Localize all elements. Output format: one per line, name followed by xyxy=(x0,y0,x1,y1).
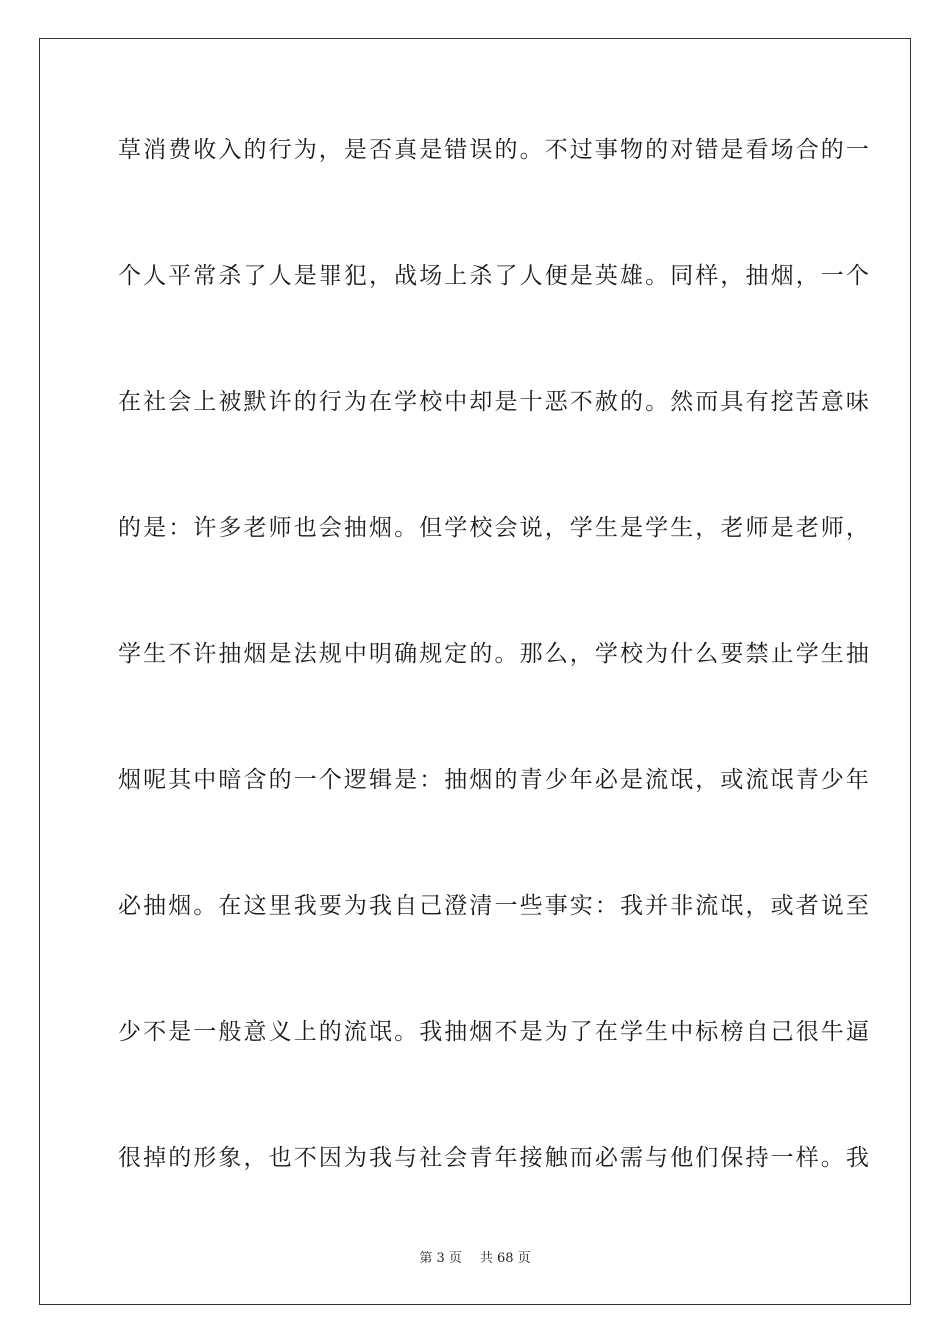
text-line-1: 草消费收入的行为，是否真是错误的。不过事物的对错是看场合的一 xyxy=(118,137,871,163)
text-line-4: 的是：许多老师也会抽烟。但学校会说，学生是学生，老师是老师， xyxy=(118,515,871,541)
text-line-7: 必抽烟。在这里我要为我自己澄清一些事实：我并非流氓，或者说至 xyxy=(118,893,871,919)
document-body xyxy=(118,127,871,1261)
text-line-2: 个人平常杀了人是罪犯，战场上杀了人便是英雄。同样，抽烟，一个 xyxy=(118,263,871,289)
page-total: 共 68 页 xyxy=(479,1251,531,1266)
text-line-9: 很掉的形象，也不因为我与社会青年接触而必需与他们保持一样。我 xyxy=(118,1145,871,1171)
text-line-6: 烟呢其中暗含的一个逻辑是：抽烟的青少年必是流氓，或流氓青少年 xyxy=(118,767,871,793)
text-line-5: 学生不许抽烟是法规中明确规定的。那么，学校为什么要禁止学生抽 xyxy=(118,641,871,667)
page-number: 第 3 页 xyxy=(419,1251,462,1266)
text-line-8: 少不是一般意义上的流氓。我抽烟不是为了在学生中标榜自己很牛逼 xyxy=(118,1019,871,1045)
page-footer xyxy=(0,1247,950,1266)
text-line-3: 在社会上被默许的行为在学校中却是十恶不赦的。然而具有挖苦意味 xyxy=(118,389,871,415)
